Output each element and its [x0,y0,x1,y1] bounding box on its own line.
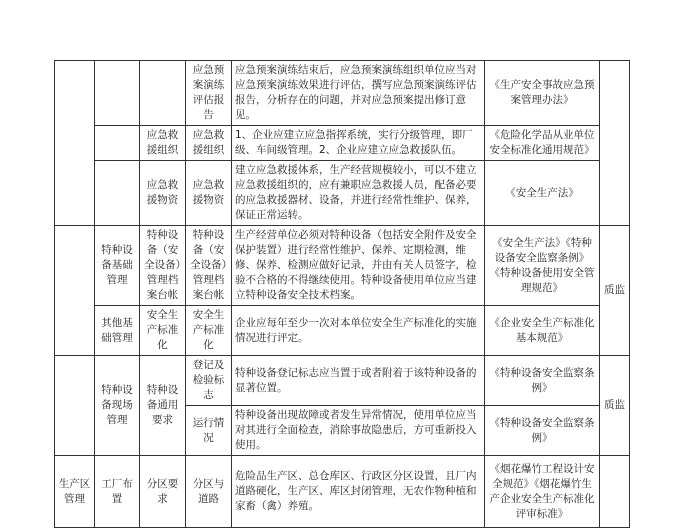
table-cell: 工厂布置 [95,456,140,528]
table-cell: 生产经营单位必须对特种设备（包括安全附件及安全保护装置）进行经常性维护、保养、定期检测，维修、保养、检测应做好记录，并由有关人员签字，检验不合格的不得继续使用。特种设备使用单位应当建立特种设备安全技术档案。 [232,226,485,306]
table-cell: 特种设备现场管理 [95,356,140,456]
table-row [55,226,630,306]
table-cell: 安全生产标准化 [140,306,186,356]
table-cell: 质监 [600,226,630,356]
table-cell: 分区与道路 [186,456,232,528]
table-cell: 《特种设备安全监察条例》 [485,356,600,406]
table-cell: 质监 [600,356,630,456]
table-cell [55,61,95,226]
table-row [55,306,630,356]
table-cell: 应急预案演练结束后，应急预案演练组织单位应当对应急预案演练效果进行评估，撰写应急预案演练评估报告，分析存在的问题，并对应急预案提出修订意见。 [232,61,485,126]
regulation-table [54,60,630,528]
table-row [55,161,630,226]
table-cell: 应急救援组织 [186,126,232,161]
table-row [55,356,630,406]
table-cell: 其他基础管理 [95,306,140,356]
table-cell: 《危险化学品从业单位安全标准化通用规范》 [485,126,600,161]
table-cell: 安全生产标准化 [186,306,232,356]
table-cell: 应急救援物资 [186,161,232,226]
table-cell: 建立应急救援体系，生产经营规模较小，可以不建立应急救援组织的，应有兼职应急救援人员，配备必要的应急救援器材、设备，并进行经常性维护、保养，保证正常运转。 [232,161,485,226]
table-cell [55,356,95,456]
table-cell: 特种设备登记标志应当置于或者附着于该特种设备的显著位置。 [232,356,485,406]
table-cell: 《企业安全生产标准化基本规范》 [485,306,600,356]
table-cell: 特种设备基础管理 [95,226,140,306]
table-cell [600,456,630,528]
table-cell [95,126,140,161]
table-cell: 应急预案演练评估报告 [186,61,232,126]
table-cell: 分区要求 [140,456,186,528]
table-cell: 生产区管理 [55,456,95,528]
table-cell: 特种设备通用要求 [140,356,186,456]
table-row [55,126,630,161]
table-cell: 应急救援物资 [140,161,186,226]
table-cell: 《安全生产法》《特种设备安全监察条例》《特种设备使用安全管理规范》 [485,226,600,306]
table-cell: 企业应每年至少一次对本单位安全生产标准化的实施情况进行评定。 [232,306,485,356]
table-cell: 特种设备（安全设备）管理档案台帐 [186,226,232,306]
table-cell: 《生产安全事故应急预案管理办法》 [485,61,600,126]
table-cell: 特种设备（安全设备）管理档案台帐 [140,226,186,306]
table-row [55,61,630,126]
table-cell: 特种设备出现故障或者发生异常情况，使用单位应当对其进行全面检查，消除事故隐患后，方可重新投入使用。 [232,406,485,456]
table-row [55,456,630,528]
table-cell: 《烟花爆竹工程设计安全规范》《烟花爆竹生产企业安全生产标准化评审标准》 [485,456,600,528]
table-cell [600,61,630,226]
table-cell [55,226,95,356]
table-cell: 应急救援组织 [140,126,186,161]
table-cell: 登记及检验标志 [186,356,232,406]
table-cell [140,61,186,126]
table-cell: 1、企业应建立应急指挥系统，实行分级管理，即厂级、车间级管理。2、企业应建立应急救援队伍。 [232,126,485,161]
table-cell: 《安全生产法》 [485,161,600,226]
table-cell [95,161,140,226]
table-cell: 运行情况 [186,406,232,456]
table-cell: 《特种设备安全监察条例》 [485,406,600,456]
table-cell: 危险品生产区、总仓库区、行政区分区设置，且厂内道路硬化，生产区、库区封闭管理，无农作物种植和家畜（禽）养殖。 [232,456,485,528]
table-cell [95,61,140,126]
